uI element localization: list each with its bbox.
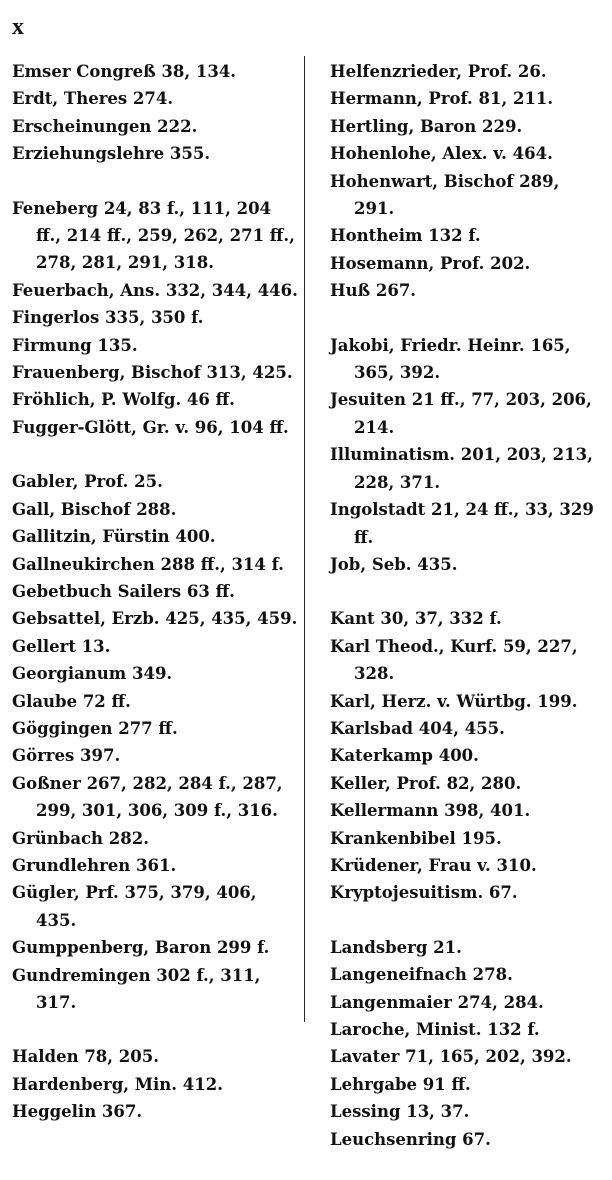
index-entry: Hermann, Prof. 81, 211.: [330, 89, 554, 109]
index-entry: Illuminatism. 201, 203, 213, 228, 371.: [330, 445, 593, 492]
index-entry: Laroche, Minist. 132 f.: [330, 1020, 540, 1039]
index-entry: Ingolstadt 21, 24 ff., 33, 329 ff.: [330, 500, 594, 547]
index-entry: Gallneukirchen 288 ff., 314 f.: [12, 554, 284, 574]
index-entry: Langeneifnach 278.: [330, 965, 513, 985]
index-entry: Halden 78, 205.: [12, 1047, 159, 1067]
index-column-right: [330, 58, 602, 1180]
index-entry: Erdt, Theres 274.: [12, 89, 174, 109]
index-entry: Grundlehren 361.: [12, 855, 177, 875]
index-entry: Görres 397.: [12, 746, 121, 766]
index-group: [12, 468, 300, 1016]
index-entry: Hohenlohe, Alex. v. 464.: [330, 144, 553, 164]
index-entry: Fingerlos 335, 350 f.: [12, 308, 204, 328]
index-group: [12, 195, 300, 442]
index-entry: Fugger-Glött, Gr. v. 96, 104 ff.: [12, 417, 289, 437]
index-entry: Hosemann, Prof. 202.: [330, 253, 531, 273]
index-entry: Helfenzrieder, Prof. 26.: [330, 62, 547, 81]
index-entry: Gumppenberg, Baron 299 f.: [12, 938, 270, 958]
index-entry: Job, Seb. 435.: [330, 554, 458, 574]
index-entry: Gundremingen 302 f., 311, 317.: [12, 965, 261, 1012]
index-entry: Gall, Bischof 288.: [12, 499, 177, 519]
index-entry: Goßner 267, 282, 284 f., 287, 299, 301, 306, 309 f., 316.: [12, 773, 283, 821]
index-entry: Karlsbad 404, 455.: [330, 718, 505, 738]
index-entry: Fröhlich, P. Wolfg. 46 ff.: [12, 390, 235, 410]
index-entry: Gabler, Prof. 25.: [12, 472, 163, 492]
index-entry: Gellert 13.: [12, 636, 111, 656]
index-entry: Jakobi, Friedr. Heinr. 165, 365, 392.: [330, 335, 571, 383]
index-entry: Glaube 72 ff.: [12, 691, 131, 711]
index-entry: Gügler, Prf. 375, 379, 406, 435.: [12, 883, 257, 930]
index-entry: Landsberg 21.: [330, 937, 462, 957]
index-entry: Krankenbibel 195.: [330, 828, 502, 848]
index-entry: Hohenwart, Bischof 289, 291.: [330, 171, 560, 219]
index-group: [330, 605, 602, 906]
index-entry: Hertling, Baron 229.: [330, 116, 523, 136]
column-divider: [304, 56, 305, 1022]
page-number: x: [12, 14, 25, 40]
index-entry: Hardenberg, Min. 412.: [12, 1074, 223, 1094]
index-entry: Krüdener, Frau v. 310.: [330, 855, 537, 875]
index-entry: Feneberg 24, 83 f., 111, 204 ff., 214 ff., 259, 262, 271 ff., 278, 281, 291, 318.: [12, 198, 295, 273]
index-entry: Karl Theod., Kurf. 59, 227, 328.: [330, 636, 578, 684]
index-entry: Jesuiten 21 ff., 77, 203, 206, 214.: [330, 390, 592, 437]
index-entry: Georgianum 349.: [12, 664, 173, 684]
index-entry: Katerkamp 400.: [330, 746, 479, 766]
index-column-left: [12, 58, 300, 1153]
index-entry: Gebetbuch Sailers 63 ff.: [12, 581, 235, 601]
index-entry: Lessing 13, 37.: [330, 1102, 470, 1122]
index-entry: Kryptojesuitism. 67.: [330, 883, 518, 903]
index-entry: Erziehungslehre 355.: [12, 144, 211, 164]
index-entry: Hontheim 132 f.: [330, 226, 481, 246]
index-entry: Lehrgabe 91 ff.: [330, 1074, 471, 1094]
index-entry: Langenmaier 274, 284.: [330, 992, 544, 1012]
index-entry: Grünbach 282.: [12, 828, 149, 848]
index-entry: Kant 30, 37, 332 f.: [330, 609, 502, 629]
index-group: [330, 332, 602, 579]
index-entry: Huß 267.: [330, 281, 417, 301]
index-entry: Göggingen 277 ff.: [12, 718, 178, 738]
index-entry: Karl, Herz. v. Würtbg. 199.: [330, 691, 578, 711]
index-entry: Feuerbach, Ans. 332, 344, 446.: [12, 280, 298, 300]
index-entry: Emser Congreß 38, 134.: [12, 62, 237, 81]
index-entry: Heggelin 367.: [12, 1102, 143, 1122]
index-entry: Frauenberg, Bischof 313, 425.: [12, 363, 293, 383]
index-group: [330, 934, 602, 1153]
index-entry: Lavater 71, 165, 202, 392.: [330, 1047, 572, 1067]
index-entry: Gallitzin, Fürstin 400.: [12, 527, 216, 547]
index-group: [12, 1043, 300, 1125]
index-entry: Firmung 135.: [12, 335, 138, 355]
index-group: [330, 58, 602, 305]
index-entry: Kellermann 398, 401.: [330, 801, 531, 821]
index-entry: Keller, Prof. 82, 280.: [330, 773, 522, 793]
index-entry: Gebsattel, Erzb. 425, 435, 459.: [12, 609, 298, 629]
index-group: [12, 58, 300, 168]
index-entry: Erscheinungen 222.: [12, 116, 198, 136]
index-entry: Leuchsenring 67.: [330, 1129, 491, 1149]
